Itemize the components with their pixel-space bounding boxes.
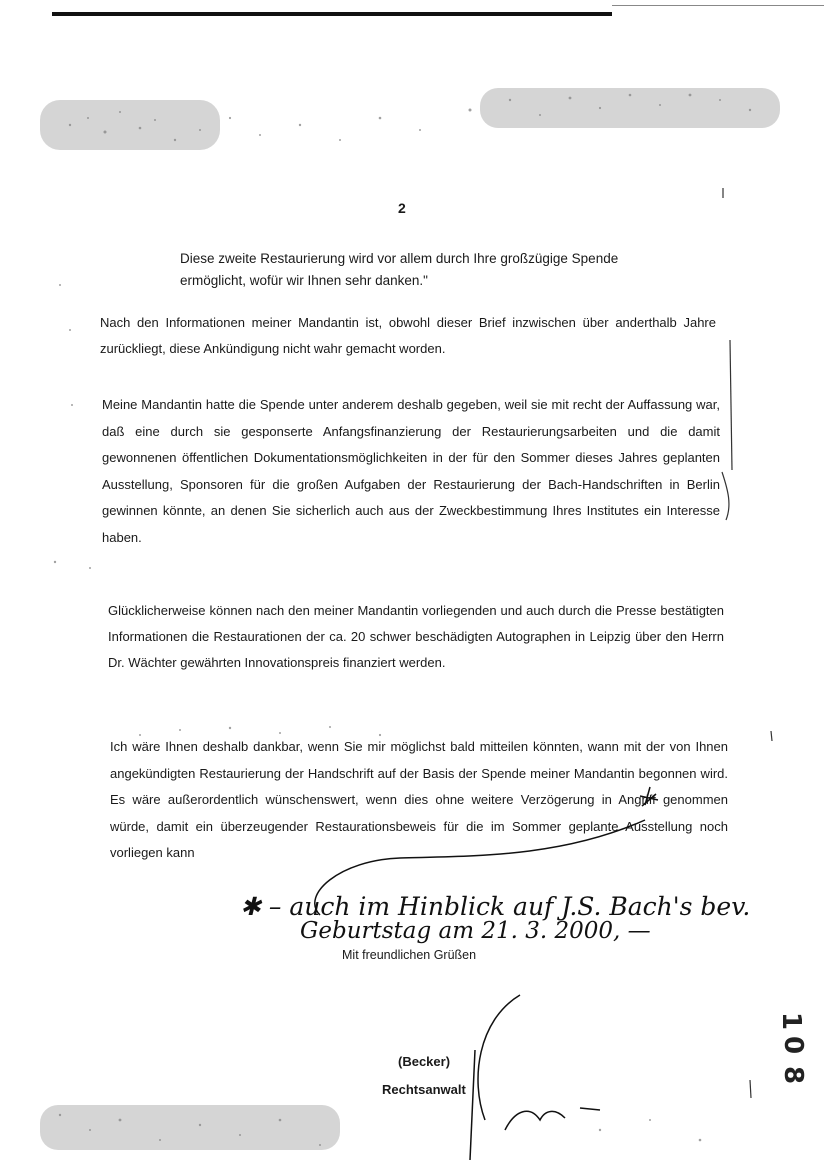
margin-stamp-digit-3: 8 <box>778 1065 809 1085</box>
margin-stamp-digit-2: 0 <box>778 1035 809 1055</box>
handwritten-note-line-2: Geburtstag am 21. 3. 2000, — <box>300 918 651 944</box>
handwritten-note-line-1: ✱ – auch im Hinblick auf J.S. Bach's bev. <box>240 892 751 921</box>
signatory-name: (Becker) <box>398 1054 451 1069</box>
page-number: 2 <box>398 200 406 216</box>
paragraph-1: Nach den Informationen meiner Mandantin ist, obwohl dieser Brief inzwischen über anderthalb Jahre zurückliegt, diese Ankündigung nicht wahr gemacht worden. <box>100 315 716 356</box>
quoted-text: Diese zweite Restaurierung wird vor allem durch Ihre großzügige Spende ermöglicht, wofür wir Ihnen sehr danken." <box>180 251 619 288</box>
signatory-title: Rechtsanwalt <box>382 1082 466 1097</box>
margin-stamp-digit-1: 1 <box>776 1011 807 1031</box>
paragraph-2: Meine Mandantin hatte die Spende unter anderem deshalb gegeben, weil sie mit recht der Auffassung war, daß eine durch sie gesponserte Anfangsfinanzierung der Restaurierungsarbeiten und die damit gewonnenen öffentlichen Dokumentationsmöglichkeiten in der für den Sommer dieses Jahres geplanten Ausstellung, Sponsoren für die großen Aufgaben der Restaurierung der Bach-Handschriften in Berlin gewinnen könnte, an denen Sie sicherlich auch aus der Zweckbestimmung Ihres Institutes ein Interesse haben. <box>102 397 720 545</box>
paragraph-4: Ich wäre Ihnen deshalb dankbar, wenn Sie mir möglichst bald mitteilen könnten, wann mit der von Ihnen angekündigten Restaurierung der Handschrift auf der Basis der Spende meiner Mandantin begonnen wird. Es wäre außerordentlich wünschenswert, wenn dies ohne weitere Verzögerung in Angriff genommen würde, damit ein überzeugender Restaurationsbeweis für die im Sommer geplante Ausstellung noch vorliegen kann <box>110 739 728 860</box>
closing-salutation: Mit freundlichen Grüßen <box>342 948 477 962</box>
paragraph-3: Glücklicherweise können nach den meiner Mandantin vorliegenden und auch durch die Presse bestätigten Informationen die Restaurationen der ca. 20 schwer beschädigten Autographen in Leipzig über den Herrn Dr. Wächter gewährten Innovationspreis finanziert werden. <box>108 603 724 670</box>
